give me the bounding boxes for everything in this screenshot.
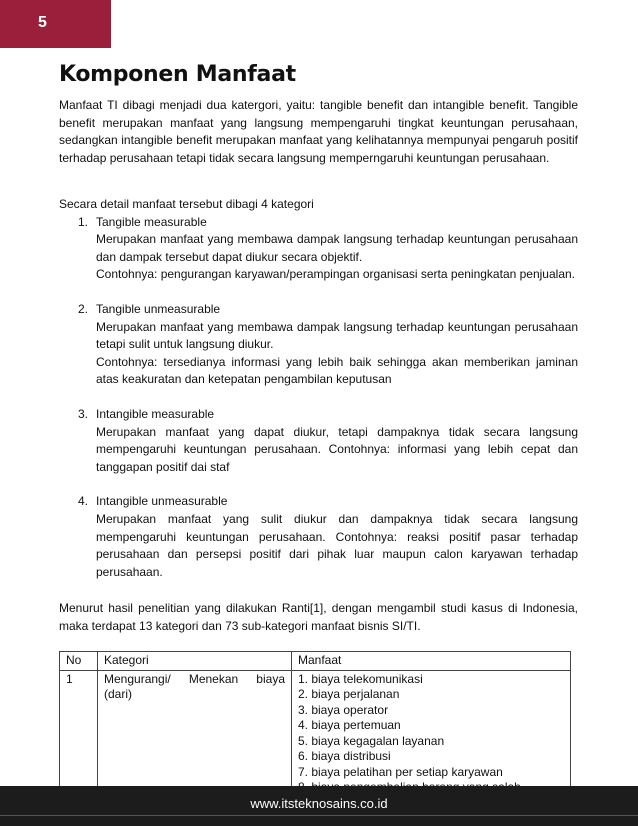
list-item-number: 4.	[78, 494, 89, 509]
categories-section	[59, 196, 578, 581]
footer-divider	[0, 815, 638, 816]
research-paragraph: Menurut hasil penelitian yang dilakukan Ranti[1], dengan mengambil studi kasus di Indonesia, maka terdapat 13 kategori dan 73 sub-kategori manfaat bisnis SI/TI.	[59, 601, 578, 633]
manfaat-item: 1. biaya telekomunikasi	[298, 671, 423, 686]
list-item-name: Tangible unmeasurable	[96, 301, 221, 316]
table-row	[60, 670, 571, 797]
list-item-name: Tangible measurable	[96, 214, 207, 229]
research-section	[59, 600, 578, 635]
list-spacer	[59, 476, 578, 493]
categories-list	[59, 214, 578, 582]
intro-section	[59, 97, 578, 167]
manfaat-item: 6. biaya distribusi	[298, 749, 391, 763]
list-item-number: 1.	[78, 214, 89, 229]
page-title: Komponen Manfaat	[59, 62, 296, 87]
kategori-text: Mengurangi/ Menekan biaya (dari)	[104, 671, 285, 701]
intro-paragraph: Manfaat TI dibagi menjadi dua katergori, yaitu: tangible benefit dan intangible benefit. Tangible benefit merupakan manfaat yang langsung mempengaruhi tingkat keuntungan perusahaan, sedangkan intangible benefit merupakan manfaat yang kelihatannya mempunyai pengaruh positif terhadap perusahaan tetapi tidak secara langsung memperngaruhi keuntungan perusahaan.	[59, 98, 578, 165]
list-item-name: Intangible measurable	[96, 406, 215, 421]
list-spacer	[59, 284, 578, 301]
benefit-table	[59, 651, 571, 798]
table-header-row	[60, 652, 571, 671]
list-item-number: 2.	[78, 301, 89, 316]
header-manfaat: Manfaat	[292, 652, 571, 671]
manfaat-item: 2. biaya perjalanan	[298, 687, 400, 701]
manfaat-item: 3. biaya operator	[298, 702, 389, 717]
cell-manfaat	[292, 670, 571, 797]
list-item-example: Contohnya: pengurangan karyawan/perampingan organisasi serta peningkatan penjualan.	[96, 267, 576, 282]
list-item-description: Merupakan manfaat yang sulit diukur dan dampaknya tidak secara langsung mempengaruhi keuntungan perusahaan. Contohnya: reaksi positif pasar terhadap perusahaan dan persepsi positif dari pihak luar maupun calon karyawan terhadap perusahaan.	[96, 511, 578, 579]
manfaat-item: 5. biaya kegagalan layanan	[298, 733, 445, 748]
list-item-description: Merupakan manfaat yang membawa dampak langsung terhadap keuntungan perusahaan tetapi sulit untuk langsung diukur.	[96, 319, 578, 352]
list-item	[59, 214, 578, 284]
list-item-name: Intangible unmeasurable	[96, 494, 228, 509]
list-item-description: Merupakan manfaat yang membawa dampak langsung terhadap keuntungan perusahaan dan dampak tersebut dapat diukur secara objektif.	[96, 232, 578, 264]
list-item-description: Merupakan manfaat yang dapat diukur, tetapi dampaknya tidak secara langsung mempengaruhi keuntungan perusahaan. Contohnya: informasi yang lebih cepat dan tanggapan positif dai staf	[96, 424, 578, 474]
list-item	[59, 406, 578, 476]
list-item	[59, 301, 578, 389]
manfaat-item: 7. biaya pelatihan per setiap karyawan	[298, 764, 503, 779]
list-item-number: 3.	[78, 406, 89, 421]
manfaat-item: 4. biaya pertemuan	[298, 718, 401, 732]
cell-no: 1	[60, 670, 98, 797]
page-number-tab	[0, 0, 111, 48]
list-item-example: Contohnya: tersedianya informasi yang lebih baik sehingga akan memberikan jaminan atas keakuratan dan ketepatan pengambilan keputusan	[96, 354, 578, 387]
cell-kategori	[98, 670, 292, 797]
list-spacer	[59, 389, 578, 406]
categories-intro: Secara detail manfaat tersebut dibagi 4 kategori	[59, 197, 314, 211]
footer-url[interactable]: www.itsteknosains.co.id	[250, 796, 388, 811]
header-kategori: Kategori	[98, 652, 292, 671]
list-item	[59, 493, 578, 581]
header-no: No	[60, 652, 98, 671]
page-number: 5	[38, 14, 47, 31]
